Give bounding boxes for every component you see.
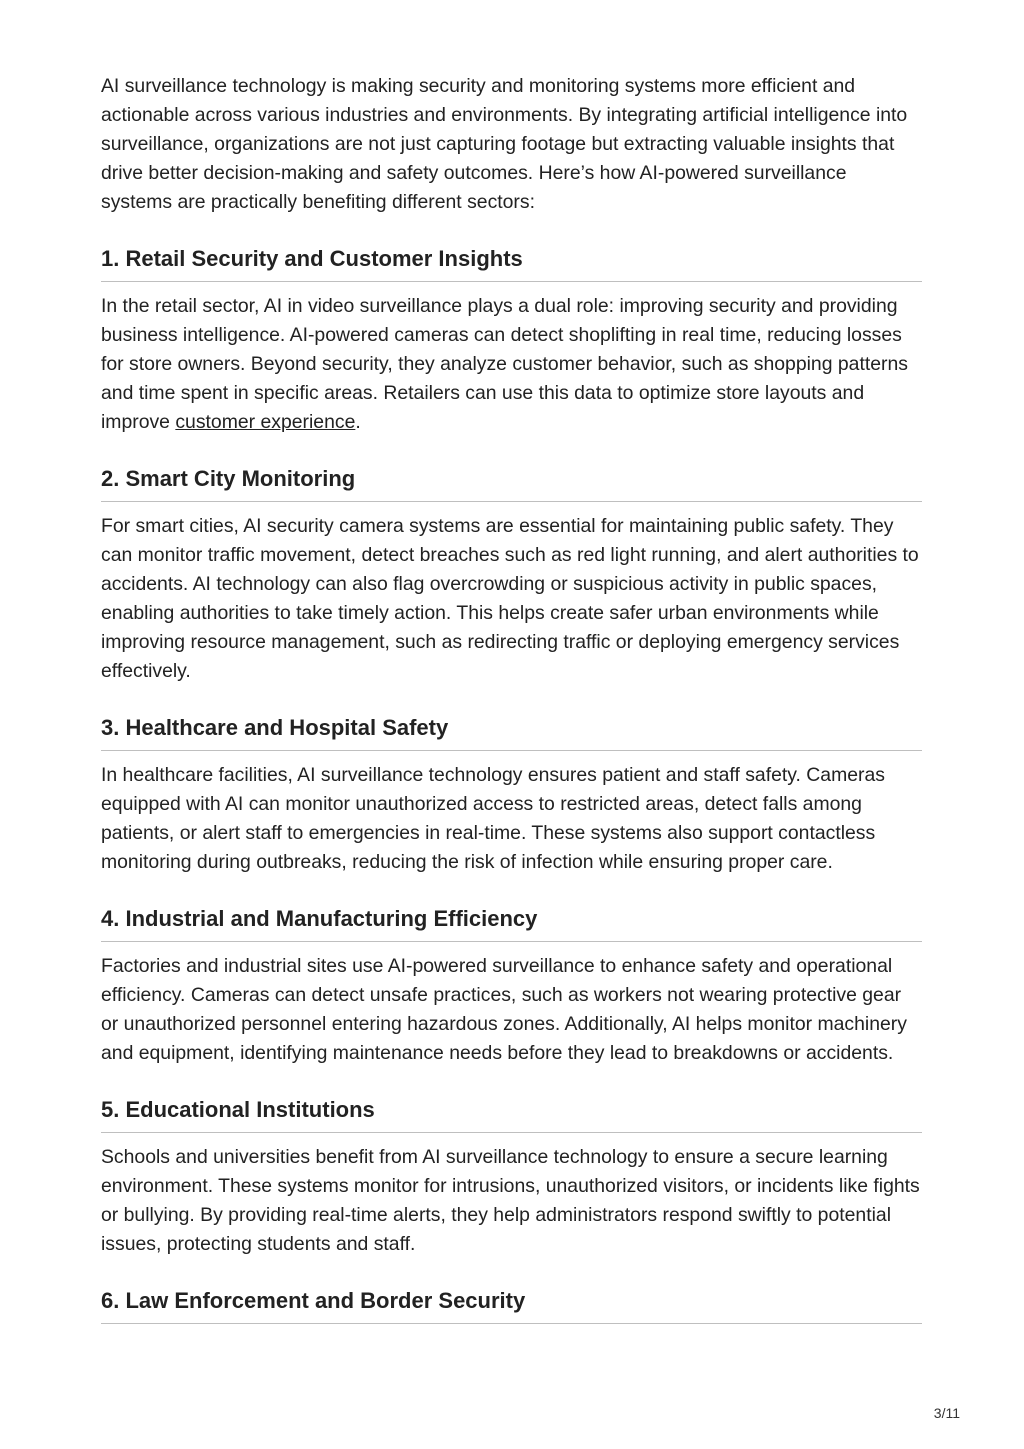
customer-experience-link[interactable]: customer experience xyxy=(175,411,356,433)
section-body xyxy=(101,292,922,437)
page-number: 3/11 xyxy=(933,1405,960,1421)
section-heading: 6. Law Enforcement and Border Security xyxy=(101,1287,922,1324)
section-body: In healthcare facilities, AI surveillance technology ensures patient and staff safety. Cameras equipped with AI can monitor unauthorized access to restricted areas, detect falls among patients, or alert staff to emergencies in real-time. These systems also support contactless monitoring during outbreaks, reducing the risk of infection while ensuring proper care. xyxy=(101,764,885,873)
section-law-enforcement xyxy=(101,1287,922,1324)
section-smart-city xyxy=(101,465,922,686)
section-body: For smart cities, AI security camera systems are essential for maintaining public safety. They can monitor traffic movement, detect breaches such as red light running, and alert authorities to accidents. AI technology can also flag overcrowding or suspicious activity in public spaces, enabling authorities to take timely action. This helps create safer urban environments while improving resource management, such as redirecting traffic or deploying emergency services effectively. xyxy=(101,515,919,682)
intro-paragraph: AI surveillance technology is making security and monitoring systems more efficient and actionable across various industries and environments. By integrating artificial intelligence into surveillance, organizations are not just capturing footage but extracting valuable insights that drive better decision-making and safety outcomes. Here’s how AI-powered surveillance systems are practically benefiting different sectors: xyxy=(101,75,908,213)
section-heading: 4. Industrial and Manufacturing Efficiency xyxy=(101,905,922,942)
section-body: Schools and universities benefit from AI surveillance technology to ensure a secure learning environment. These systems monitor for intrusions, unauthorized visitors, or incidents like fights or bullying. By providing real-time alerts, they help administrators respond swiftly to potential issues, protecting students and staff. xyxy=(101,1146,920,1255)
section-heading: 1. Retail Security and Customer Insights xyxy=(101,245,922,282)
section-heading: 3. Healthcare and Hospital Safety xyxy=(101,714,922,751)
section-body-text: In the retail sector, AI in video surveillance plays a dual role: improving security and providing business intelligence. AI-powered cameras can detect shoplifting in real time, reducing losses for store owners. Beyond security, they analyze customer behavior, such as shopping patterns and time spent in specific areas. Retailers can use this data to optimize store layouts and improve xyxy=(101,295,908,433)
section-body-end: . xyxy=(355,411,361,433)
section-retail xyxy=(101,245,922,437)
section-heading: 2. Smart City Monitoring xyxy=(101,465,922,502)
section-education xyxy=(101,1096,922,1259)
section-healthcare xyxy=(101,714,922,877)
section-industrial xyxy=(101,905,922,1068)
section-body: Factories and industrial sites use AI-powered surveillance to enhance safety and operational efficiency. Cameras can detect unsafe practices, such as workers not wearing protective gear or unauthorized personnel entering hazardous zones. Additionally, AI helps monitor machinery and equipment, identifying maintenance needs before they lead to breakdowns or accidents. xyxy=(101,955,907,1064)
document-page xyxy=(101,72,922,1324)
section-heading: 5. Educational Institutions xyxy=(101,1096,922,1133)
